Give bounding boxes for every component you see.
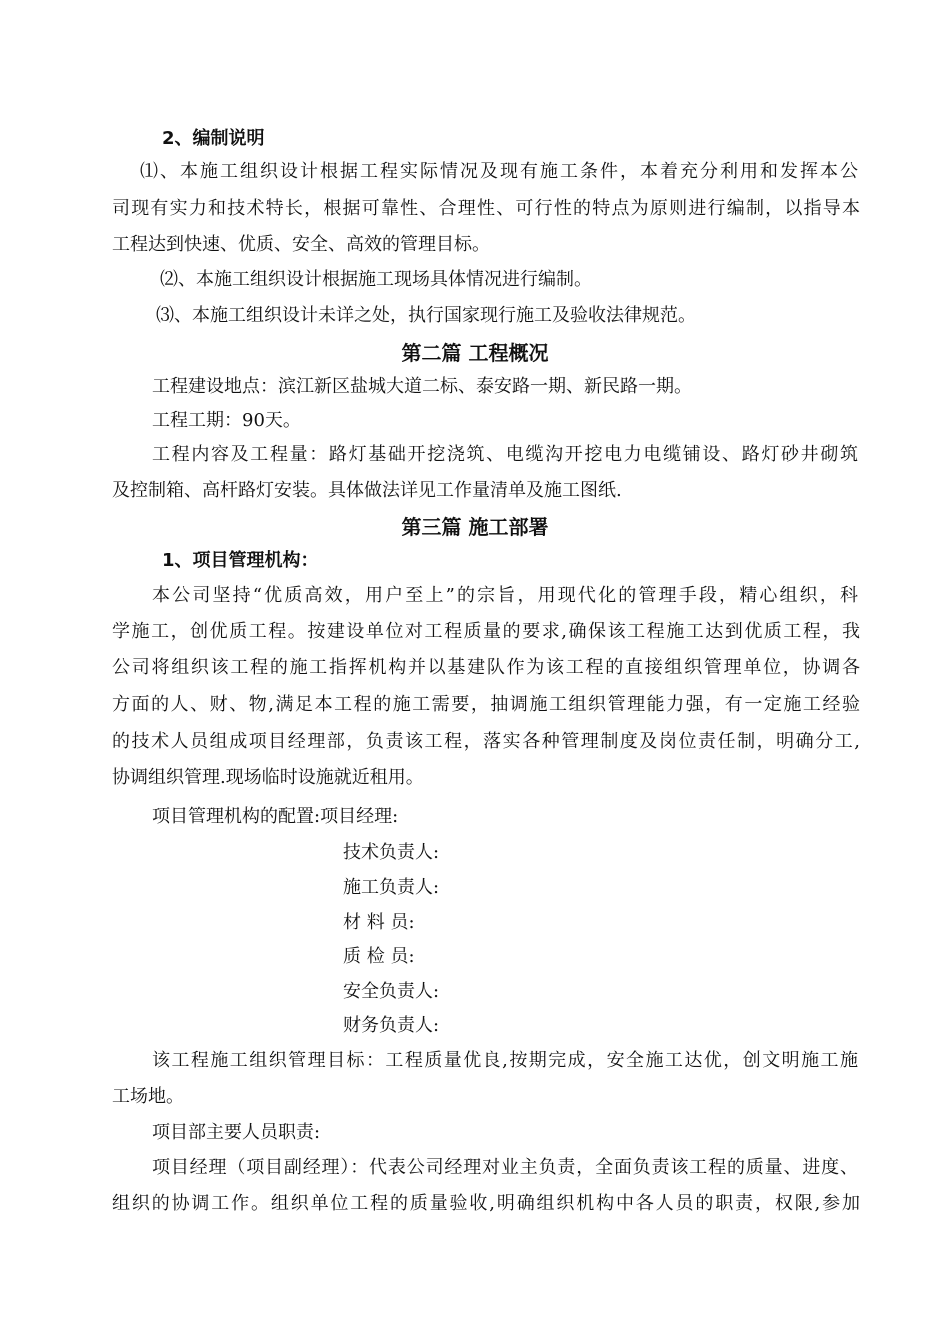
role-label: 施工负责人:	[343, 877, 440, 898]
paragraph-line: ⑵、本施工组织设计根据施工现场具体情况进行编制。	[160, 269, 592, 290]
paragraph-line: 工程达到快速、优质、安全、高效的管理目标。	[112, 234, 490, 255]
part-title: 第二篇 工程概况	[401, 341, 549, 365]
paragraph-line: 学施工，创优质工程。按建设单位对工程质量的要求,确保该工程施工达到优质工程，我	[112, 621, 860, 642]
paragraph-line: 工程工期：90天。	[152, 410, 301, 431]
paragraph-line: 方面的人、财、物,满足本工程的施工需要，抽调施工组织管理能力强，有一定施工经验	[112, 694, 860, 715]
paragraph-line: 的技术人员组成项目经理部，负责该工程，落实各种管理制度及岗位责任制，明确分工,	[112, 731, 860, 752]
role-label: 材 料 员:	[343, 912, 415, 933]
paragraph-line: ⑶、本施工组织设计未详之处，执行国家现行施工及验收法律规范。	[156, 305, 696, 326]
paragraph-line: 该工程施工组织管理目标：工程质量优良,按期完成，安全施工达优，创文明施工施	[152, 1050, 858, 1071]
paragraph-line: 项目经理（项目副经理）：代表公司经理对业主负责，全面负责该工程的质量、进度、	[152, 1157, 858, 1178]
paragraph-line: 工程内容及工程量：路灯基础开挖浇筑、电缆沟开挖电力电缆铺设、路灯砂井砌筑	[152, 444, 858, 465]
paragraph-line: 司现有实力和技术特长，根据可靠性、合理性、可行性的特点为原则进行编制，以指导本	[112, 198, 860, 219]
role-label: 技术负责人:	[343, 842, 440, 863]
paragraph-line: 工程建设地点：滨江新区盐城大道二标、泰安路一期、新民路一期。	[152, 376, 692, 397]
role-label: 安全负责人:	[343, 981, 440, 1002]
paragraph-line: 及控制箱、高杆路灯安装。具体做法详见工作量清单及施工图纸.	[112, 480, 622, 501]
paragraph-line: 公司将组织该工程的施工指挥机构并以基建队作为该工程的直接组织管理单位，协调各	[112, 657, 860, 678]
section-heading-compilation: 2、编制说明	[162, 128, 265, 149]
paragraph-line: 工场地。	[112, 1086, 184, 1107]
paragraph-line: 项目部主要人员职责:	[152, 1122, 321, 1143]
config-label: 项目管理机构的配置:项目经理:	[152, 806, 399, 827]
role-label: 财务负责人:	[343, 1015, 440, 1036]
paragraph-line: 本公司坚持“优质高效，用户至上”的宗旨，用现代化的管理手段，精心组织，科	[152, 585, 858, 606]
paragraph-line: 协调组织管理.现场临时设施就近租用。	[112, 767, 424, 788]
section-heading-management: 1、项目管理机构：	[162, 550, 319, 571]
paragraph-line: 组织的协调工作。组织单位工程的质量验收,明确组织机构中各人员的职责，权限,参加	[112, 1193, 860, 1214]
part-title: 第三篇 施工部署	[401, 515, 549, 539]
role-label: 质 检 员:	[343, 946, 415, 967]
paragraph-line: ⑴、本施工组织设计根据工程实际情况及现有施工条件，本着充分利用和发挥本公	[140, 161, 858, 182]
